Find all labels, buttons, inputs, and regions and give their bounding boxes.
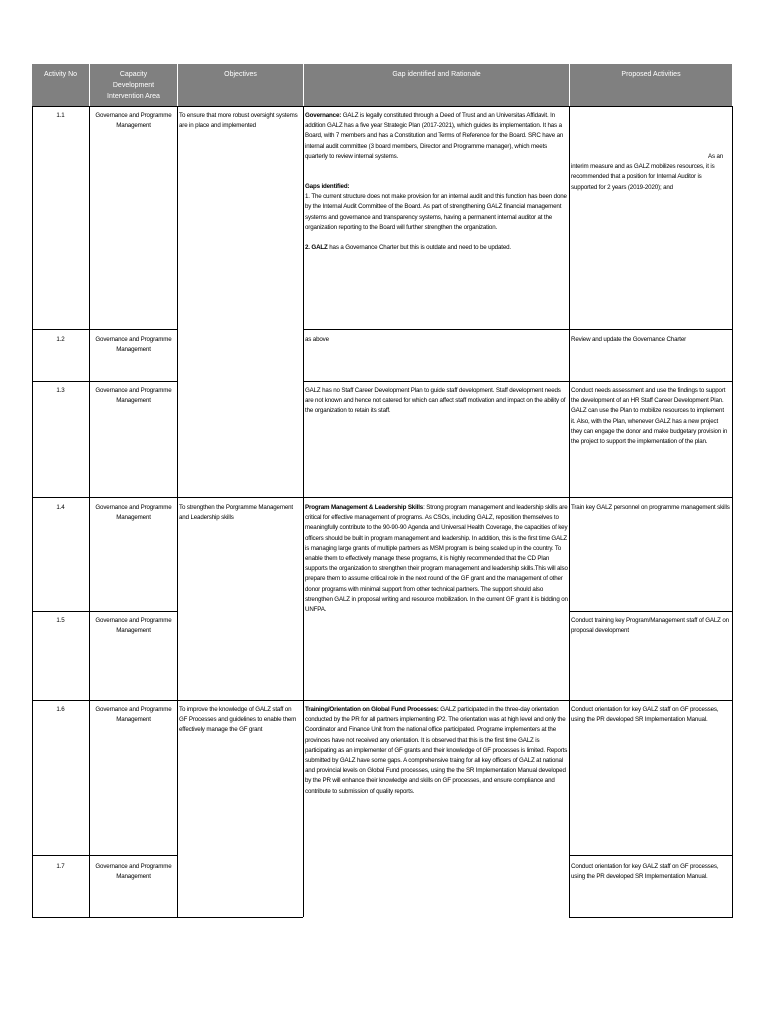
proposed-activity: As an interim measure and as GALZ mobilizes resources, it is recommended that a position for Internal Auditor is supported for 2 years (2019-2020); and (571, 153, 724, 191)
proposed-activity: Conduct needs assessment and use the findings to support the development of an HR Staff Career Development Plan. GALZ can use the Plan to mobilize resources to implement it. Also, with the Plan, whenever GALZ has a new project they can engage the donor and make budgetary provision in the project to support the implementation of the plan. (571, 387, 728, 446)
row-line (32, 611, 177, 612)
capacity-area: Governance and Programme Management (95, 387, 172, 405)
header-gap: Gap identified and Rationale (304, 64, 569, 106)
capacity-area: Governance and Programme Management (95, 336, 172, 354)
gap-rationale (305, 503, 569, 615)
header-proposed: Proposed Activities (570, 64, 732, 106)
gap-text: GALZ is legally constituted through a Deed of Trust and an Universitas Affidavit. In addition GALZ has a five year Strategic Plan (2017-2021), which guides its implementation. It has a Board, with 7 members and has a Constitution and Terms of Reference for the Board. SRC have an internal audit committee (3 board members, Director and Programme manager), which meets quarterly to review internal systems. (305, 112, 564, 160)
activity-no: 1.5 (56, 617, 65, 624)
capacity-area: Governance and Programme Management (95, 617, 172, 635)
gap-text: GALZ participated in the three-day orientation conducted by the PR for all partners implementing IP2. The orientation was at high level and only the Coordinator and Finance Unit from the national office participated. Programe implementers at the provinces have not received any orientation. It is observed that this is the first time GALZ is participating as an implementer of GF grants and their knowledge of GF processes is limited. Reports submitted by GALZ have some gaps. A comprehensive traing for all key officers of GALZ at national and provincial levels on Global Fund processes, using the the SR Implementation Manual developed by the PR will enhance their knowledge and skills on GF processes, and ensure compliance and contribute to submission of quality reports. (305, 706, 568, 795)
objective-text: To ensure that more robust oversight systems are in place and implemented (179, 112, 298, 130)
proposed-activity: Review and update the Governance Charter (571, 336, 687, 343)
grid-line (303, 106, 304, 917)
activity-no: 1.3 (56, 387, 65, 394)
capacity-area: Governance and Programme Management (95, 504, 172, 522)
proposed-activity: Conduct orientation for key GALZ staff on GF processes, using the PR developed SR Implementation Manual. (571, 863, 719, 881)
capacity-area: Governance and Programme Management (95, 863, 172, 881)
gap-text: : Strong program management and leadership skills are critical for effective management of programs. As CSOs, including GALZ, reposition themselves to meaningfully contribute to the 90-90-90 Agenda and Universal Health Coverage, the capacities of key officers should be built in program management and leadership. In addition, this is the first time GALZ is managing large grants of multiple partners as MSM program is being scaled up in the country. To enable them to effectively manage these programs, it is highly recommended that the CD Plan supports the organization to strengthen their program management and leadership skills.This will also prepare them to assume critical role in the next round of the GF grant and the management of other donor programs with minimal support from other technical partners. The support should also strengthen GALZ in proposal writing and resource mobilization. In the current GF grant it is bidding on UNFPA. (305, 504, 568, 614)
activity-no: 1.1 (56, 112, 65, 119)
objective-text: To improve the knowledge of GALZ staff on GF Processes and guidelines to enable them effectively manage the GF grant (179, 706, 297, 734)
gap-label: 2. GALZ (305, 244, 328, 252)
row-line (32, 917, 303, 918)
row-line (32, 381, 177, 382)
gap-label: Training/Orientation on Global Fund Processes: (305, 706, 439, 713)
row-line (32, 700, 733, 701)
grid-line (177, 106, 178, 917)
header-objectives: Objectives (178, 64, 303, 106)
row-line (303, 329, 733, 330)
grid-line (732, 106, 733, 917)
gap-text: 1. The current structure does not make provision for an internal audit and this function has been done by the Internal Audit Committee of the Board. As part of strengthening GALZ financial management systems and governance and transparency systems, having a permanent internal auditor at the organization reporting to the Board will further strengthen the organization. (305, 193, 567, 231)
row-line (32, 497, 733, 498)
proposed-activity: Train key GALZ personnel on programme management skills (571, 504, 730, 511)
activity-no: 1.6 (56, 706, 65, 713)
objective-text: To strengthen the Porgramme Management and Leadership skills (179, 504, 293, 522)
row-line (32, 106, 733, 107)
row-line (569, 917, 733, 918)
proposed-activity: Conduct training key Program/Management staff of GALZ on proposal development (571, 617, 729, 635)
capacity-area: Governance and Programme Management (95, 112, 172, 130)
gap-label: Gaps identified: (305, 183, 350, 191)
gap-rationale (305, 111, 569, 253)
row-line (569, 855, 733, 856)
header-activity-no: Activity No (32, 64, 89, 106)
activity-no: 1.4 (56, 504, 65, 511)
gap-rationale: as above (305, 336, 329, 343)
row-line (32, 329, 177, 330)
gap-rationale: GALZ has no Staff Career Development Plan to guide staff development. Staff development needs are not known and hence not catered for which can affect staff motivation and impact on the ability of the organization to retain its staff. (305, 387, 566, 415)
activity-no: 1.2 (56, 336, 65, 343)
gap-text: has a Governance Charter but this is outdate and need to be updated. (327, 244, 511, 252)
gap-label: Governance: (305, 112, 342, 119)
row-line (32, 855, 177, 856)
capacity-area: Governance and Programme Management (95, 706, 172, 724)
grid-line (569, 106, 570, 917)
gap-rationale (305, 705, 569, 797)
gap-label: Program Management & Leadership Skills (305, 504, 424, 511)
activity-no: 1.7 (56, 863, 65, 870)
row-line (303, 381, 733, 382)
header-capacity-area: Capacity Development Intervention Area (90, 64, 177, 106)
row-line (569, 611, 733, 612)
grid-line (89, 106, 90, 917)
proposed-activity: Conduct orientation for key GALZ staff on GF processes, using the PR developed SR Implementation Manual. (571, 706, 719, 724)
